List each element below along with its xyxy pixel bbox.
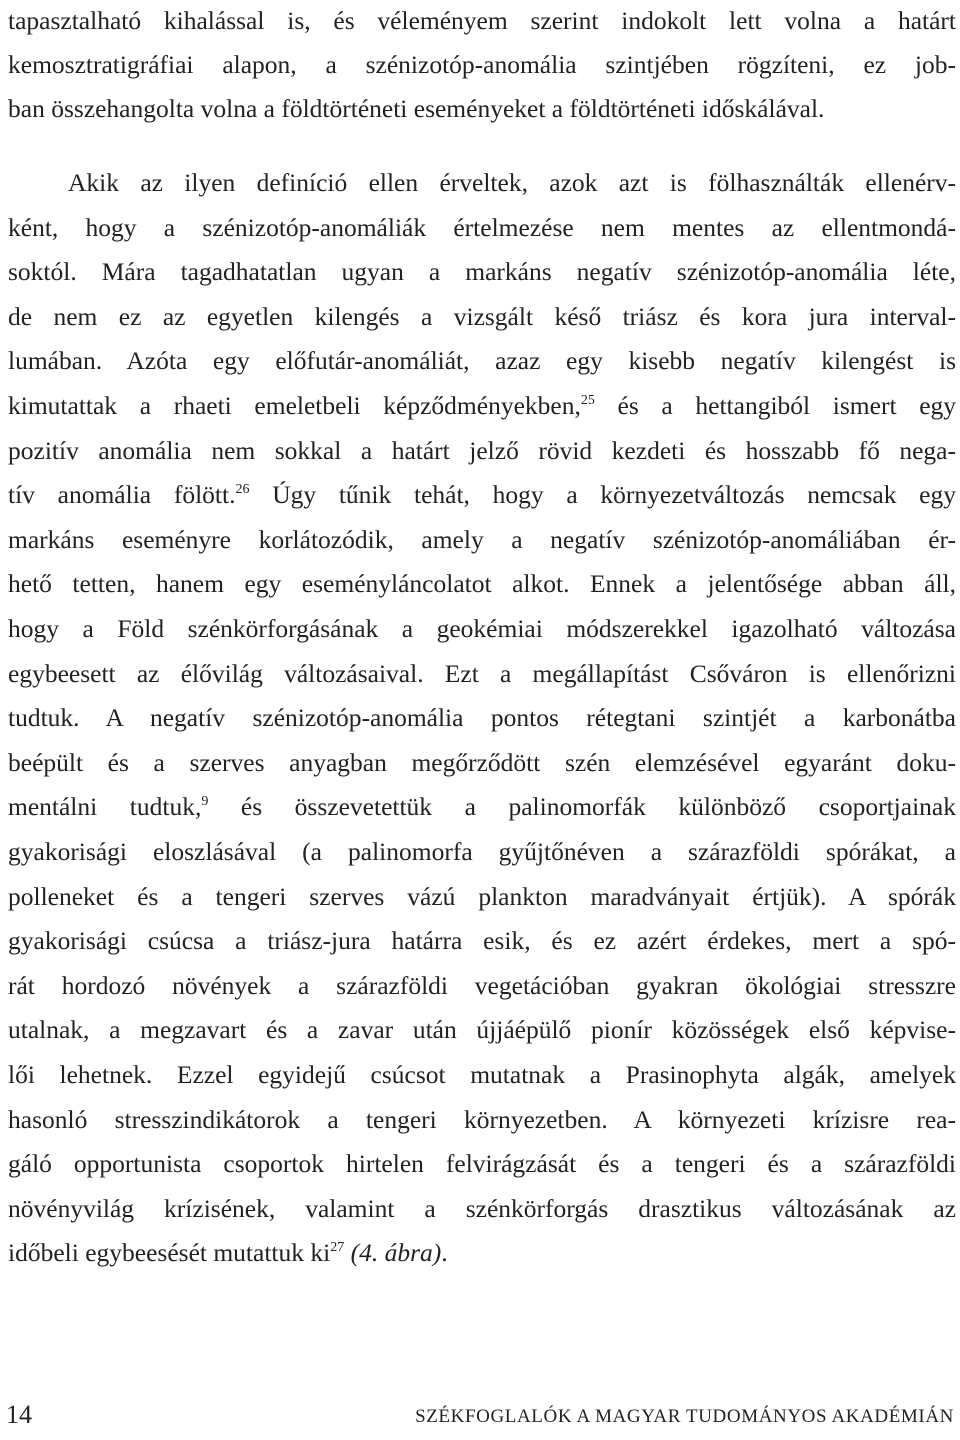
- text-line: kemosztratigráfiai alapon, a szénizotóp-anomália szintjében rögzíteni, ez job-: [8, 50, 956, 80]
- text-line: tapasztalható kihalással is, és véleményem szerint indokolt lett volna a határt: [8, 6, 956, 35]
- text-line: kimutattak a rhaeti emeletbeli képződményekben,$^{25}$ és a hettangiból ismert egy: [8, 391, 957, 420]
- text-line: polleneket és a tengeri szerves vázú plankton maradványait értjük). A spórák: [8, 881, 956, 911]
- text-line: ban összehangolta volna a földtörténeti eseményeket a földtörténeti időskálával.: [8, 94, 825, 124]
- text-line: markáns eseményre korlátozódik, amely a negatív szénizotóp-anomáliában ér-: [8, 524, 956, 554]
- text-line: mentálni tudtuk,$^9$ és összevetettük a palinomorfák különböző csoportjainak: [8, 792, 956, 822]
- text-line: pozitív anomália nem sokkal a határt jelző rövid kezdeti és hosszabb fő nega-: [8, 435, 956, 465]
- text-line: növényvilág krízisének, valamint a szénkörforgás drasztikus változásának az: [8, 1193, 956, 1223]
- page-number: 14: [6, 1400, 32, 1429]
- text-line: gyakorisági csúcsa a triász-jura határra esik, és ez azért érdekes, mert a spó-: [8, 926, 956, 956]
- footnote-reference: 9: [201, 794, 209, 810]
- text-line: utalnak, a megzavart és a zavar után újjáépülő pionír közösségek első képvise-: [8, 1015, 956, 1045]
- text-line: rát hordozó növények a szárazföldi vegetációban gyakran ökológiai stresszre: [8, 970, 956, 1000]
- footnote-reference: 26: [235, 482, 250, 498]
- text-line: beépült és a szerves anyagban megőrződött szén elemzésével egyaránt doku-: [8, 747, 956, 777]
- text-line: lumában. Azóta egy előfutár-anomáliát, azaz egy kisebb negatív kilengést is: [8, 346, 956, 376]
- text-line: ként, hogy a szénizotóp-anomáliák értelmezése nem mentes az ellentmondá-: [8, 212, 956, 242]
- text-line: egybeesett az élővilág változásaival. Ezt a megállapítást Csőváron is ellenőrizni: [8, 658, 956, 688]
- text-line: tív anomália fölött.$^{26}$ Úgy tűnik tehát, hogy a környezetváltozás nemcsak egy: [8, 480, 956, 510]
- series-title: SZÉKFOGLALÓK A MAGYAR TUDOMÁNYOS AKADÉMIÁN: [415, 1406, 954, 1427]
- text-line: gáló opportunista csoportok hirtelen felvirágzását és a tengeri és a szárazföldi: [8, 1149, 956, 1179]
- text-line: lői lehetnek. Ezzel egyidejű csúcsot mutatnak a Prasinophyta algák, amelyek: [8, 1060, 956, 1089]
- text-line: Akik az ilyen definíció ellen érveltek, azok azt is fölhasználták ellenérv-: [68, 168, 956, 197]
- text-line: hasonló stresszindikátorok a tengeri környezetben. A környezeti krízisre rea-: [8, 1104, 956, 1134]
- text-line: hogy a Föld szénkörforgásának a geokémiai módszerekkel igazolható változása: [8, 614, 956, 643]
- text-line: időbeli egybeesését mutattuk $ki^{27}$ (4. ábra).: [8, 1238, 448, 1268]
- text-line: soktól. Mára tagadhatatlan ugyan a markáns negatív szénizotóp-anomália léte,: [8, 257, 956, 287]
- text-line: gyakorisági eloszlásával (a palinomorfa gyűjtőnéven a szárazföldi spórákat, a: [8, 837, 956, 866]
- footnote-reference: 27: [330, 1240, 345, 1256]
- text-line: tudtuk. A negatív szénizotóp-anomália pontos rétegtani szintjét a karbonátba: [8, 703, 956, 733]
- text-line: hető tetten, hanem egy eseményláncolatot alkot. Ennek a jelentősége abban áll,: [8, 569, 956, 599]
- footnote-reference: 25: [580, 393, 595, 408]
- figure-reference: (4. ábra): [350, 1238, 442, 1268]
- text-line: de nem ez az egyetlen kilengés a vizsgált késő triász és kora jura interval-: [8, 301, 956, 331]
